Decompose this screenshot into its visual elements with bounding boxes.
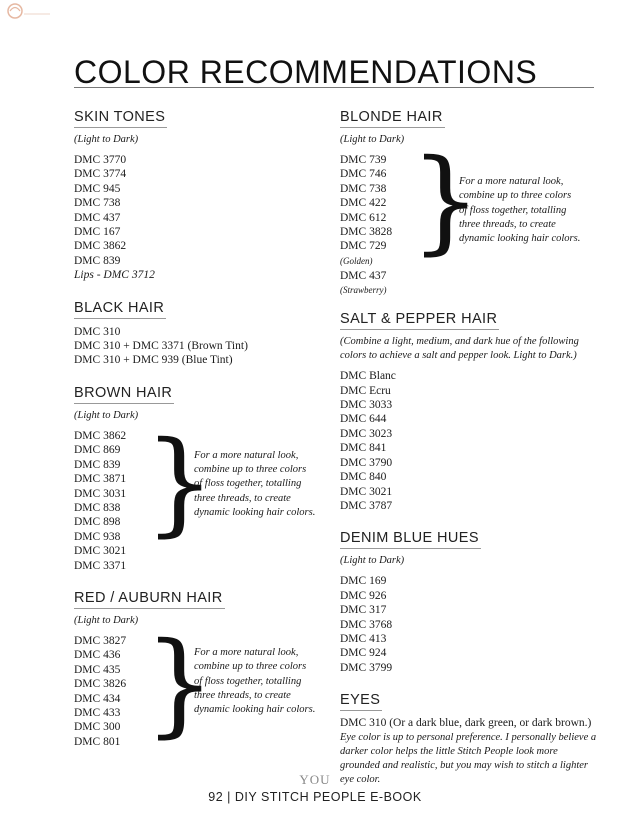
list-item: DMC 738 bbox=[340, 182, 387, 195]
black-hair-heading: BLACK HAIR bbox=[74, 300, 166, 319]
black-hair-section bbox=[74, 299, 344, 368]
list-item: DMC 3871 bbox=[74, 473, 127, 486]
blonde-extra-list bbox=[340, 269, 610, 283]
list-item: DMC 310 bbox=[74, 325, 121, 338]
eyes-heading: EYES bbox=[340, 692, 382, 711]
list-item: DMC 310 + DMC 939 (Blue Tint) bbox=[74, 354, 233, 367]
brown-hair-section bbox=[74, 384, 344, 573]
skin-tones-section bbox=[74, 108, 344, 283]
list-item: DMC 839 bbox=[74, 458, 121, 471]
golden-note: (Golden) bbox=[340, 255, 373, 266]
list-item: DMC 435 bbox=[74, 663, 121, 676]
footer-section-label: YOU bbox=[299, 772, 331, 787]
list-item: DMC 926 bbox=[340, 589, 387, 602]
denim-blue-section bbox=[340, 529, 610, 675]
list-item: DMC 945 bbox=[74, 182, 121, 195]
brown-hair-body bbox=[74, 417, 344, 573]
brown-hair-tip: For a more natural look, combine up to three colors of floss together, totalling three threads, to create dynamic looking hair colors. bbox=[194, 449, 316, 519]
list-item: DMC 413 bbox=[340, 632, 387, 645]
list-item: DMC 838 bbox=[74, 501, 121, 514]
list-item: DMC 437 bbox=[74, 211, 121, 224]
list-item: DMC 612 bbox=[340, 211, 387, 224]
publisher-logo bbox=[4, 2, 52, 20]
page-title: COLOR RECOMMENDATIONS bbox=[74, 54, 538, 90]
list-item: DMC 924 bbox=[340, 647, 387, 660]
list-item: DMC 310 + DMC 3371 (Brown Tint) bbox=[74, 340, 248, 353]
eyes-note: Eye color is up to personal preference. I personally believe a darker color helps the little Stitch People look more grounded and realistic, but you may wish to stitch a lighter eye color. bbox=[340, 731, 597, 785]
list-item: DMC 433 bbox=[74, 706, 121, 719]
list-item: DMC 869 bbox=[74, 444, 121, 457]
list-item: DMC 317 bbox=[340, 604, 387, 617]
list-item: DMC 839 bbox=[74, 254, 121, 267]
list-item: DMC 3799 bbox=[340, 661, 393, 674]
list-item: DMC 3021 bbox=[340, 485, 393, 498]
list-item: DMC 437 bbox=[340, 269, 387, 282]
brown-hair-heading: BROWN HAIR bbox=[74, 385, 174, 404]
red-hair-tip: For a more natural look, combine up to three colors of floss together, totalling three threads, to create dynamic looking hair colors. bbox=[194, 646, 316, 716]
list-item: DMC 300 bbox=[74, 721, 121, 734]
curly-brace-icon: } bbox=[410, 136, 482, 266]
list-item: DMC 3031 bbox=[74, 487, 127, 500]
list-item: DMC 729 bbox=[340, 240, 387, 253]
list-item: DMC 3770 bbox=[74, 154, 127, 166]
brown-hair-note: (Light to Dark) bbox=[74, 409, 139, 421]
list-item: DMC 644 bbox=[340, 413, 387, 426]
blonde-hair-section bbox=[340, 108, 610, 296]
list-item: DMC 746 bbox=[340, 168, 387, 181]
blonde-hair-tip: For a more natural look, combine up to three colors of floss together, totalling three threads, to create dynamic looking hair colors. bbox=[459, 176, 581, 245]
list-item: DMC 841 bbox=[340, 442, 387, 455]
list-item: DMC 3021 bbox=[74, 545, 127, 558]
lips-item: Lips - DMC 3712 bbox=[74, 269, 155, 282]
skin-tones-heading: SKIN TONES bbox=[74, 109, 167, 128]
list-item: DMC 310 (Or a dark blue, dark green, or dark brown.) bbox=[340, 717, 592, 730]
list-item: DMC 436 bbox=[74, 649, 121, 662]
list-item: DMC 738 bbox=[74, 197, 121, 210]
list-item: DMC 3774 bbox=[74, 168, 127, 181]
list-item: DMC 3371 bbox=[74, 559, 127, 572]
list-item: DMC 422 bbox=[340, 197, 387, 210]
curly-brace-icon: } bbox=[144, 618, 216, 749]
skin-tones-note: (Light to Dark) bbox=[74, 134, 139, 145]
blonde-hair-note: (Light to Dark) bbox=[340, 134, 405, 145]
curly-brace-icon: } bbox=[144, 417, 216, 548]
list-item: DMC 3768 bbox=[340, 618, 393, 631]
list-item: DMC 898 bbox=[74, 516, 121, 529]
salt-pepper-note: (Combine a light, medium, and dark hue of the following colors to achieve a salt and pepper look. Light to Dark.) bbox=[340, 336, 579, 362]
left-column bbox=[74, 108, 344, 749]
red-hair-note: (Light to Dark) bbox=[74, 614, 139, 626]
list-item: DMC 801 bbox=[74, 735, 121, 748]
list-item: DMC 3862 bbox=[74, 240, 127, 253]
list-item: DMC 167 bbox=[74, 226, 121, 239]
black-hair-list bbox=[74, 325, 344, 368]
list-item: DMC 3862 bbox=[74, 429, 127, 442]
salt-pepper-list bbox=[340, 369, 610, 513]
red-hair-section bbox=[74, 589, 344, 749]
eyes-list bbox=[340, 716, 610, 730]
right-column bbox=[340, 108, 610, 793]
list-item: DMC 3827 bbox=[74, 634, 127, 647]
list-item: DMC 3828 bbox=[340, 226, 393, 239]
list-item: DMC 3787 bbox=[340, 499, 393, 512]
list-item: DMC 739 bbox=[340, 154, 387, 166]
list-item: DMC 3023 bbox=[340, 427, 393, 440]
list-item: DMC 3826 bbox=[74, 678, 127, 691]
strawberry-note: (Strawberry) bbox=[340, 285, 387, 296]
list-item: DMC 3790 bbox=[340, 456, 393, 469]
list-item: DMC 3033 bbox=[340, 399, 393, 412]
list-item: DMC 434 bbox=[74, 692, 121, 705]
salt-pepper-section bbox=[340, 310, 610, 513]
list-item: DMC Ecru bbox=[340, 384, 391, 397]
list-item: DMC 840 bbox=[340, 471, 387, 484]
denim-blue-list bbox=[340, 574, 610, 675]
list-item: DMC 169 bbox=[340, 575, 387, 588]
denim-blue-heading: DENIM BLUE HUES bbox=[340, 530, 481, 549]
list-item: DMC 938 bbox=[74, 530, 121, 543]
salt-pepper-heading: SALT & PEPPER HAIR bbox=[340, 311, 499, 330]
skin-tones-list bbox=[74, 153, 344, 283]
footer-page-number: 92 | DIY STITCH PEOPLE E-BOOK bbox=[208, 790, 422, 804]
denim-blue-note: (Light to Dark) bbox=[340, 555, 405, 567]
list-item: DMC Blanc bbox=[340, 370, 396, 383]
red-hair-heading: RED / AUBURN HAIR bbox=[74, 590, 225, 609]
blonde-hair-heading: BLONDE HAIR bbox=[340, 109, 445, 128]
title-rule bbox=[74, 87, 594, 88]
